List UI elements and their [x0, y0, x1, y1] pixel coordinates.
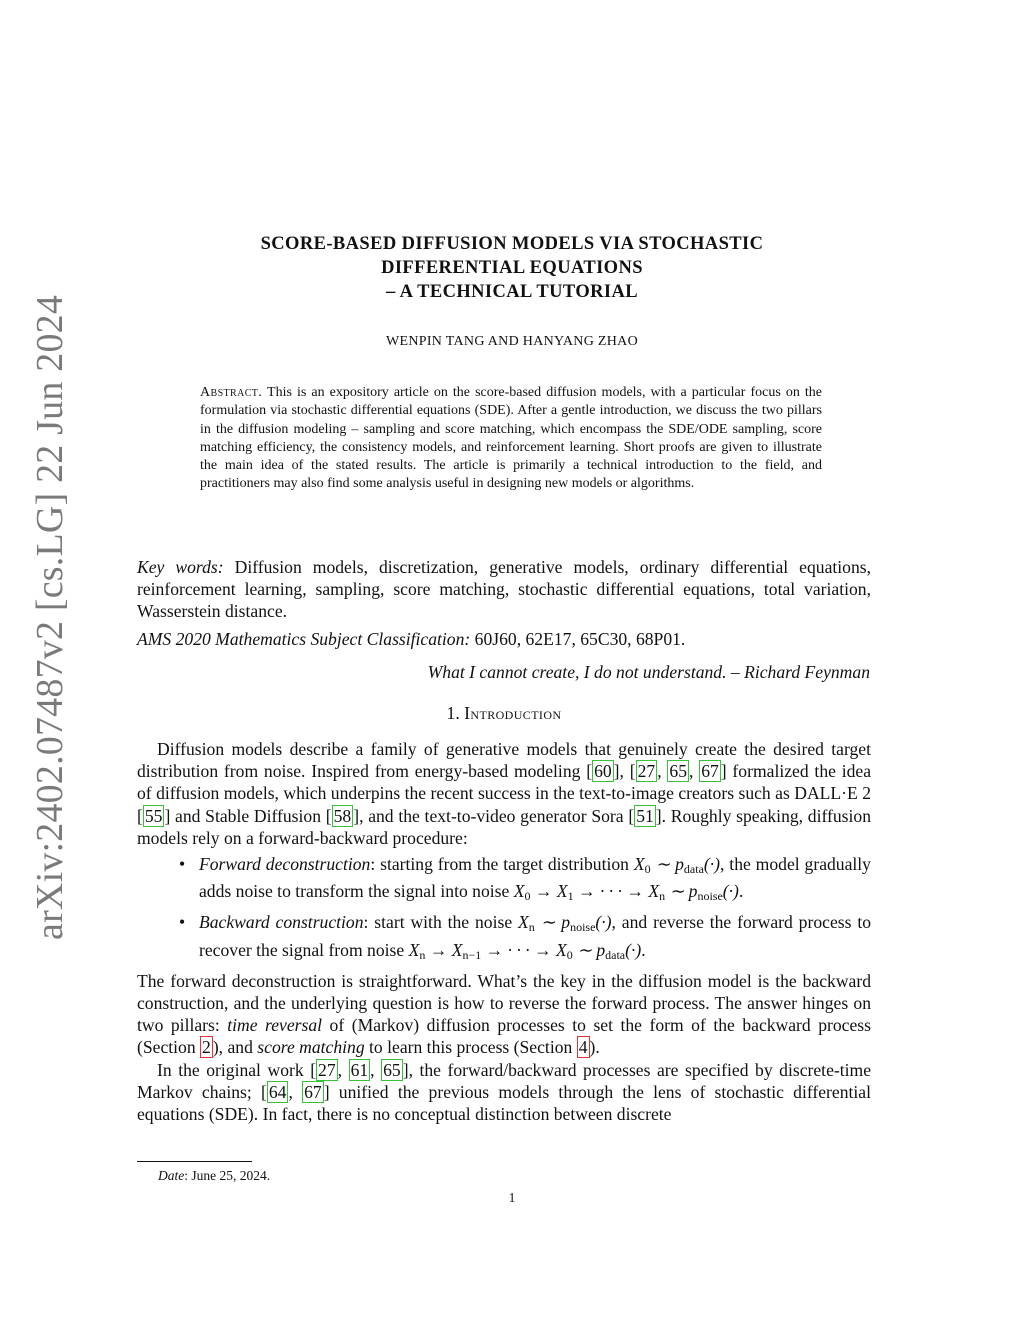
- citation-link[interactable]: 64: [268, 1081, 287, 1102]
- math-expression: $X_n \to X_{n-1}$ → · · · → $X_0$ ∼ $p_{data}(\cdot)$: [408, 939, 642, 962]
- text-run: , and reverse the forward process to recover the signal from noise: [199, 912, 872, 960]
- math-expression: $X_0$ ∼ $p_{data}(\cdot)$: [633, 854, 721, 877]
- introduction-body: [137, 738, 871, 1125]
- footnote-label: Date: [158, 1168, 185, 1183]
- text-run: In the original work: [157, 1059, 311, 1080]
- list-item: • Forward deconstruction: starting from the target distribution $X_0$ ∼ $p_{data}(\cdot)$, the model gradually adds noise to transform the signal into noise $X_0 \to X_1$ → · · · → $X_n$ ∼ $p_{noise}(\cdot)$.: [179, 854, 871, 904]
- text-run: ).: [589, 1037, 600, 1058]
- abstract-label: Abstract.: [200, 385, 263, 400]
- title-line-3: – A TECHNICAL TUTORIAL: [386, 282, 638, 302]
- text-run: ,: [619, 761, 630, 782]
- list-item: • Backward construction: start with the noise $X_n$ ∼ $p_{noise}(\cdot)$, and reverse the forward process to recover the signal from noise $X_n \to X_{n-1}$ → · · · → $X_0$ ∼ $p_{data}(\cdot)$.: [179, 912, 872, 962]
- citation-link[interactable]: 58: [333, 805, 352, 826]
- paper-title: [160, 232, 864, 304]
- bullet-label: Backward construction: [199, 912, 364, 933]
- text-run: . Roughly speaking, diffusion models rely on a forward-backward procedure:: [137, 805, 872, 848]
- intro-paragraph-1: Diffusion models describe a family of generative models that genuinely create the desired target distribution from noise. Inspired from energy-based modeling [ 60 ], [ 27 , 65 , 67 ] formalized the idea of diffusion models, which underpins the recent success in the text-to-image creators such as DALL·E 2 [ 55 ] and Stable Diffusion [ 58 ], and the text-to-video generator Sora [ 51 ]. Roughly speaking, diffusion models rely on a forward-backward procedure:: [137, 739, 872, 848]
- ams-text: 60J60, 62E17, 65C30, 68P01.: [474, 629, 686, 649]
- procedure-list: [137, 853, 871, 966]
- ams-classification: [137, 628, 871, 650]
- keywords: [137, 556, 871, 623]
- bullet-icon: •: [179, 854, 186, 875]
- citation-link[interactable]: 65: [669, 761, 687, 782]
- emphasis: score matching: [257, 1037, 365, 1058]
- text-run: to learn this process (Section: [364, 1037, 577, 1058]
- section-title: Introduction: [464, 703, 562, 723]
- authors: WENPIN TANG AND HANYANG ZHAO: [385, 334, 638, 349]
- text-run: and Stable Diffusion: [170, 805, 326, 826]
- text-run: , the model gradually adds noise to transform the signal into noise: [199, 854, 871, 902]
- title-line-1: SCORE-BASED DIFFUSION MODELS VIA STOCHASTIC: [260, 234, 764, 254]
- section-link[interactable]: 4: [578, 1037, 588, 1058]
- citation-link[interactable]: 60: [594, 761, 612, 782]
- text-run: : start with the noise: [363, 912, 519, 933]
- footnote-text: : June 25, 2024.: [184, 1168, 271, 1183]
- citation-link[interactable]: 65: [383, 1059, 401, 1080]
- keywords-text: Diffusion models, discretization, generative models, ordinary differential equations, reinforcement learning, sampling, score matching, stochastic differential equations, total variation, Wasserstein distance.: [137, 557, 872, 622]
- text-run: Diffusion models describe a family of generative models that genuinely create the desired target distribution from noise. Inspired from energy-based modeling: [137, 739, 871, 782]
- title-line-2: DIFFERENTIAL EQUATIONS: [381, 258, 643, 278]
- citation-link[interactable]: 51: [636, 805, 654, 826]
- ams-label: AMS 2020 Mathematics Subject Classification:: [137, 629, 471, 649]
- citation-link[interactable]: 67: [304, 1081, 322, 1102]
- section-link[interactable]: 2: [202, 1037, 211, 1058]
- citation-link[interactable]: 67: [701, 761, 719, 782]
- citation-link[interactable]: 27: [318, 1059, 336, 1080]
- citation-link[interactable]: 61: [350, 1059, 369, 1080]
- text-run: , and the text-to-video generator Sora: [359, 805, 629, 826]
- emphasis: time reversal: [227, 1015, 323, 1036]
- intro-paragraph-2: [137, 970, 871, 1059]
- abstract-text: This is an expository article on the score-based diffusion models, with a particular focus on the formulation via stochastic differential equations (SDE). After a gentle introduction, we discuss the two pillars in the diffusion modeling – sampling and score matching, which encompass the SDE/ODE sampling, score matching efficiency, the consistency models, and reinforcement learning. Short proofs are given to illustrate the main idea of the stated results. The article is primarily a technical introduction to the field, and practitioners may also find some analysis useful in designing new models or algorithms.: [200, 385, 822, 492]
- footnote-date: [158, 1168, 270, 1184]
- text-run: : starting from the target distribution: [370, 854, 634, 875]
- section-heading: [137, 703, 871, 724]
- epigraph-quote: What I cannot create, I do not understand. – Richard Feynman: [427, 662, 870, 682]
- section-number: 1.: [446, 703, 460, 723]
- text-run: ), and: [212, 1037, 258, 1058]
- text-run: unified the previous models through the lens of stochastic differential equations (SDE). In fact, there is no conceptual distinction between discrete: [137, 1081, 871, 1125]
- text-run: The forward deconstruction is straightforward. What’s the key in the diffusion model is the backward construction, and the underlying question is how to reverse the forward process. The answer hinges on two pillars:: [137, 970, 871, 1036]
- keywords-label: Key words:: [137, 557, 224, 577]
- arxiv-identifier[interactable]: arXiv:2402.07487v2 [cs.LG] 22 Jun 2024: [29, 294, 71, 940]
- math-expression: $X_n$ ∼ $p_{noise}(\cdot)$: [518, 912, 612, 935]
- text-run: of (Markov) diffusion processes to set the form of the backward process (Section: [137, 1015, 871, 1058]
- intro-paragraph-3: In the original work [ 27 , 61 , 65 ], the forward/backward processes are specified by discrete-time Markov chains; [ 64 , 67 ] unified the previous models through the lens of stochastic differential equations (SDE). In fact, there is no conceptual distinction between discrete: [137, 1059, 872, 1125]
- bullet-label: Forward deconstruction: [199, 854, 371, 875]
- footnote-divider: [137, 1161, 252, 1162]
- abstract: [200, 384, 822, 494]
- citation-link[interactable]: 55: [144, 805, 163, 826]
- text-run: , the forward/backward processes are specified by discrete-time Markov chains;: [137, 1059, 872, 1102]
- text-run: formalized the idea of diffusion models, which underpins the recent success in the text-to-image creators such as DALL·E 2: [137, 761, 872, 804]
- page-number: 1: [508, 1190, 516, 1205]
- math-expression: $X_0 \to X_1$ → · · · → $X_n$ ∼ $p_{noise}(\cdot)$: [513, 881, 739, 904]
- citation-link[interactable]: 27: [637, 761, 656, 782]
- bullet-icon: •: [179, 912, 186, 933]
